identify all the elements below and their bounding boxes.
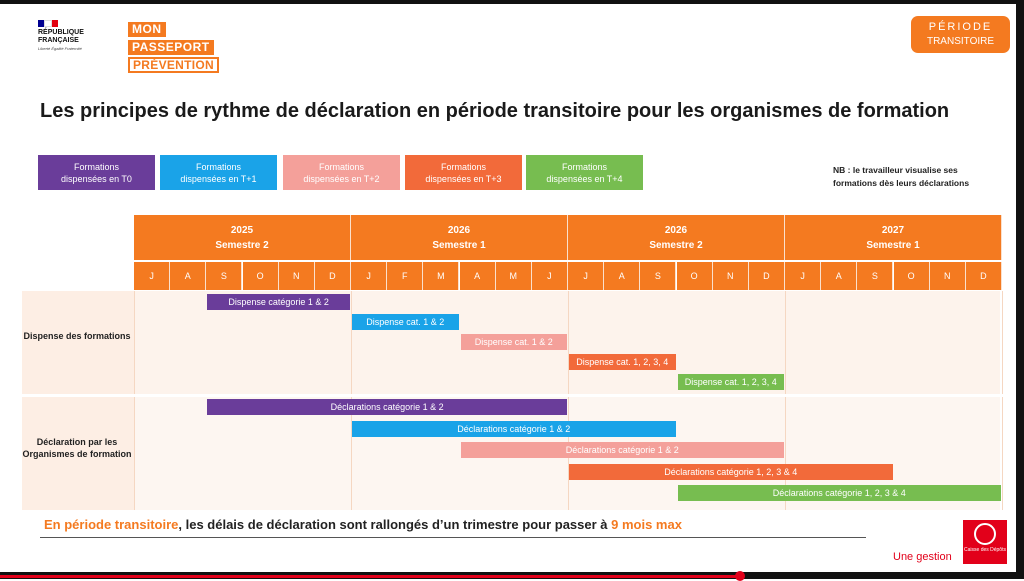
logo-line-2: PASSEPORT <box>128 40 214 55</box>
month-cell: O <box>243 262 279 290</box>
legend-item-line-2: dispensées en T+2 <box>303 173 380 184</box>
footer-gestion-text: Une gestion <box>893 551 952 563</box>
semester-year: 2026 <box>447 224 471 236</box>
semester-year: 2025 <box>230 224 254 236</box>
month-cell: N <box>930 262 966 290</box>
logo-line-3: PRÉVENTION <box>128 57 219 73</box>
video-progress-handle[interactable] <box>735 571 745 581</box>
gridline <box>568 291 569 394</box>
caisse-des-depots-logo <box>963 520 1007 564</box>
cdc-emblem-icon <box>974 523 996 545</box>
gridline <box>1002 291 1003 394</box>
page-title: Les principes de rythme de déclaration en période transitoire pour les organismes de formation <box>40 100 950 122</box>
declaration-bar-1: Déclarations catégorie 1 & 2 <box>352 421 676 437</box>
video-progress-bar[interactable] <box>0 575 740 578</box>
declaration-bar-3: Déclarations catégorie 1, 2, 3 & 4 <box>569 464 893 480</box>
legend-item-line-2: dispensées en T+4 <box>546 173 623 184</box>
legend-item-line-1: Formations <box>561 161 607 172</box>
section-label-declaration: Déclaration par les Organismes de formation <box>22 437 132 459</box>
gov-motto: Liberté Égalité Fraternité <box>38 46 82 51</box>
month-cell: N <box>713 262 749 290</box>
gridline <box>1002 397 1003 510</box>
legend-item-0 <box>38 155 155 190</box>
legend-item-2 <box>283 155 400 190</box>
dispense-bar-2: Dispense cat. 1 & 2 <box>461 334 568 350</box>
legend-item-3 <box>405 155 522 190</box>
cdc-name: Caisse des Dépôts <box>964 547 1006 553</box>
month-cell: J <box>532 262 568 290</box>
badge-line-1: PÉRIODE <box>928 21 993 33</box>
month-cell: J <box>785 262 821 290</box>
month-cell: D <box>315 262 351 290</box>
declaration-bar-4: Déclarations catégorie 1, 2, 3 & 4 <box>678 485 1002 501</box>
semester-year: 2026 <box>664 224 688 236</box>
note <box>833 164 993 190</box>
month-cell: S <box>857 262 893 290</box>
window-frame-top <box>0 0 1024 4</box>
dispense-bar-4: Dispense cat. 1, 2, 3, 4 <box>678 374 785 390</box>
gridline <box>134 291 135 394</box>
month-cell: J <box>351 262 387 290</box>
dispense-bar-3: Dispense cat. 1, 2, 3, 4 <box>569 354 676 370</box>
footnote-middle: , les délais de déclaration sont rallongés d’un trimestre pour passer à <box>178 517 612 532</box>
logo-line-1: MON <box>128 22 166 37</box>
gridline <box>351 291 352 394</box>
legend-item-line-1: Formations <box>440 161 486 172</box>
periode-transitoire-badge <box>911 16 1010 53</box>
semester-label: Semestre 2 <box>649 239 703 251</box>
mon-passeport-prevention-logo <box>128 20 224 74</box>
footnote-divider <box>40 537 866 538</box>
month-cell: J <box>568 262 604 290</box>
note-line-2: formations dès leurs déclarations <box>833 178 970 188</box>
semester-header-2 <box>568 215 785 260</box>
month-cell: O <box>894 262 930 290</box>
month-cell: S <box>640 262 676 290</box>
month-cell: M <box>496 262 532 290</box>
semester-year: 2027 <box>881 224 905 236</box>
month-cell: N <box>279 262 315 290</box>
legend-item-4 <box>526 155 643 190</box>
gridline <box>785 291 786 394</box>
legend-item-line-1: Formations <box>318 161 364 172</box>
semester-label: Semestre 2 <box>215 239 269 251</box>
month-cell: O <box>677 262 713 290</box>
legend-item-line-1: Formations <box>195 161 241 172</box>
semester-header-1 <box>351 215 568 260</box>
legend-item-line-2: dispensées en T0 <box>61 173 132 184</box>
section-label-dispense: Dispense des formations <box>23 331 131 341</box>
semester-header-0 <box>134 215 351 260</box>
month-cell: A <box>170 262 206 290</box>
legend-item-1 <box>160 155 277 190</box>
month-cell: D <box>966 262 1002 290</box>
republique-francaise-logo <box>38 20 108 51</box>
badge-line-2: TRANSITOIRE <box>926 36 995 47</box>
month-cell: A <box>460 262 496 290</box>
month-cell: J <box>134 262 170 290</box>
semester-label: Semestre 1 <box>866 239 920 251</box>
semester-label: Semestre 1 <box>432 239 486 251</box>
french-flag-icon <box>38 20 58 27</box>
dispense-bar-0: Dispense catégorie 1 & 2 <box>207 294 350 310</box>
month-cell: M <box>423 262 459 290</box>
note-line-1: NB : le travailleur visualise ses <box>833 165 958 175</box>
month-cell: S <box>206 262 242 290</box>
month-cell: D <box>749 262 785 290</box>
footnote-highlight-1: En période transitoire <box>44 517 179 532</box>
legend-item-line-2: dispensées en T+3 <box>425 173 502 184</box>
legend-item-line-2: dispensées en T+1 <box>180 173 257 184</box>
gridline <box>134 397 135 510</box>
footnote <box>44 517 844 532</box>
dispense-bar-1: Dispense cat. 1 & 2 <box>352 314 459 330</box>
semester-header-3 <box>785 215 1002 260</box>
month-cell: A <box>821 262 857 290</box>
legend-item-line-1: Formations <box>73 161 119 172</box>
declaration-bar-0: Déclarations catégorie 1 & 2 <box>207 399 567 415</box>
footnote-highlight-2: 9 mois max <box>611 517 682 532</box>
window-frame-right <box>1016 0 1024 579</box>
month-cell: A <box>604 262 640 290</box>
declaration-bar-2: Déclarations catégorie 1 & 2 <box>461 442 785 458</box>
gov-name: RÉPUBLIQUE FRANÇAISE <box>38 29 84 44</box>
month-cell: F <box>387 262 423 290</box>
